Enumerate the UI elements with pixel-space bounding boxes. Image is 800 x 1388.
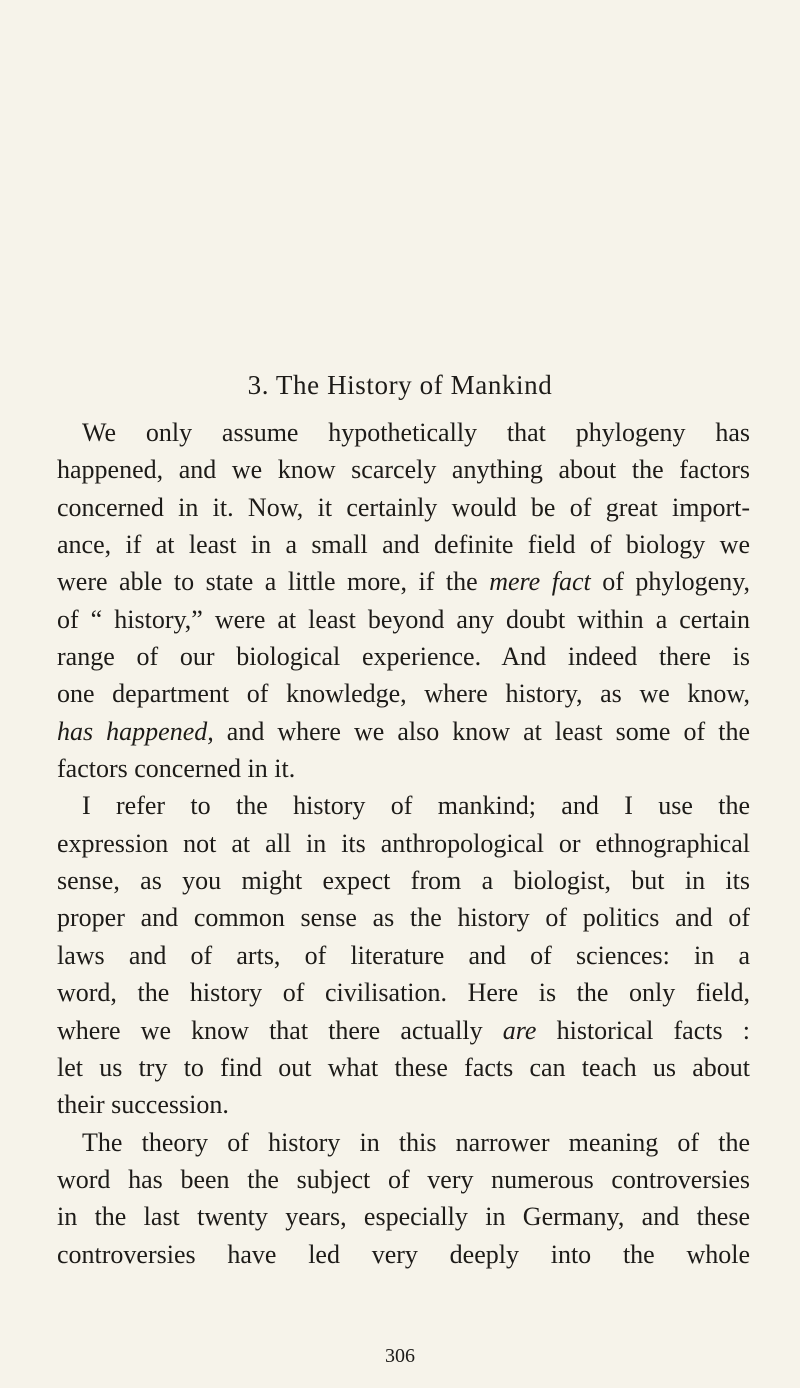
text-line: ance, if at least in a small and definite field of biology we (57, 530, 750, 560)
text-line: The theory of history in this narrower meaning of the (82, 1127, 750, 1157)
text-line: We only assume hypothetically that phylogeny has (82, 418, 750, 447)
text-line: word, the history of civilisation. Here is the only field, (57, 978, 750, 1008)
text-line: controversies have led very deeply into the whole (57, 1239, 750, 1269)
paragraph (57, 787, 750, 1123)
text-line (57, 563, 750, 600)
text-segment: where we know that there actually (57, 1015, 503, 1045)
body-text (57, 414, 750, 1273)
text-line: one department of knowledge, where history, as we know, (57, 679, 750, 709)
text-line: in the last twenty years, especially in Germany, and these (57, 1202, 750, 1232)
text-segment: historical facts : (536, 1015, 750, 1045)
text-line: sense, as you might expect from a biologist, but in its (57, 866, 750, 896)
text-line: word has been the subject of very numerous controversies (57, 1164, 750, 1194)
text-line: their succession. (57, 1090, 229, 1120)
text-line (57, 713, 750, 750)
text-line: range of our biological experience. And indeed there is (57, 642, 750, 672)
text-segment: and where we also know at least some of the (213, 716, 750, 746)
paragraph (57, 414, 750, 787)
text-line: expression not at all in its anthropological or ethnographical (57, 828, 750, 858)
italic-text: has happened, (57, 716, 214, 746)
text-segment: of phylogeny, (590, 567, 750, 597)
text-line: I refer to the history of mankind; and I use the (82, 791, 750, 821)
text-line (57, 1012, 750, 1049)
text-line: proper and common sense as the history of politics and of (57, 903, 750, 933)
text-line: let us try to find out what these facts can teach us about (57, 1052, 750, 1082)
text-line: happened, and we know scarcely anything about the factors (57, 455, 750, 485)
text-line: of “ history,” were at least beyond any doubt within a certain (57, 604, 750, 634)
paragraph (57, 1124, 750, 1273)
text-line: concerned in it. Now, it certainly would be of great import- (57, 492, 750, 522)
italic-text: mere fact (489, 567, 591, 597)
text-line: laws and of arts, of literature and of sciences: in a (57, 940, 750, 970)
section-heading: 3. The History of Mankind (247, 370, 553, 400)
italic-text: are (502, 1015, 537, 1045)
text-segment: were able to state a little more, if the (57, 567, 490, 597)
page-number: 306 (385, 1345, 415, 1367)
text-line: factors concerned in it. (57, 754, 296, 784)
